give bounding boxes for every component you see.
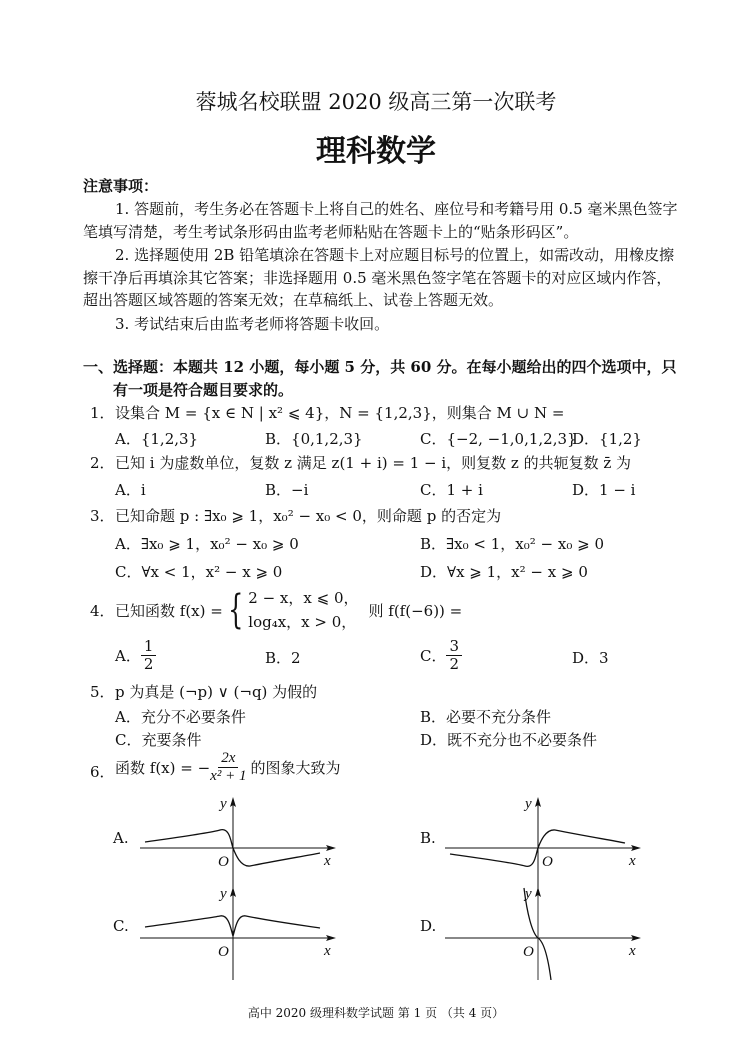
question-stem: 已知命题 p : ∃x₀ ⩾ 1，x₀² − x₀ < 0，则命题 p 的否定为 [115, 507, 502, 525]
graph-a [140, 795, 340, 890]
option-b: B．{0,1,2,3} [265, 430, 363, 448]
question-number: 3． [90, 507, 115, 525]
origin-label: O [218, 854, 229, 870]
option-d: D．{1,2} [572, 430, 642, 448]
numerator: 3 [446, 638, 462, 656]
numerator: 2x [218, 750, 238, 768]
option-c [420, 638, 462, 674]
option-label: A． [115, 647, 141, 666]
exam-title: 蓉城名校联盟 2020 级高三第一次联考 [195, 90, 557, 114]
option-a: A．{1,2,3} [115, 430, 199, 448]
case-1: 2 − x，x ⩽ 0， [248, 589, 359, 607]
fraction [446, 638, 462, 674]
section-heading: 一、选择题：本题共 12 小题，每小题 5 分，共 60 分。在每小题给出的四个选项中，只 [83, 358, 677, 376]
notice-line: 超出答题区域答题的答案无效；在草稿纸上、试卷上答题无效。 [83, 291, 504, 309]
y-label: y [220, 886, 227, 902]
question-stem: 已知 i 为虚数单位，复数 z 满足 z(1 + i) = 1 − i，则复数 z 的共轭复数 z̄ 为 [115, 454, 632, 472]
option-c: C．∀x < 1，x² − x ⩾ 0 [115, 563, 283, 581]
notice-line: 3. 考试结束后由监考老师将答题卡收回。 [115, 315, 390, 333]
question-number: 5． [90, 683, 115, 701]
graph-d [445, 885, 645, 980]
question-stem: p 为真是 (¬p) ∨ (¬q) 为假的 [115, 683, 318, 701]
question-stem [115, 750, 340, 786]
option-a: A．∃x₀ ⩾ 1，x₀² − x₀ ⩾ 0 [115, 535, 299, 553]
notice-line: 笔填写清楚，考生考试条形码由监考老师粘贴在答题卡上的“贴条形码区”。 [83, 223, 579, 241]
case-2: log₄x，x > 0， [248, 613, 357, 631]
graph-c [140, 885, 340, 980]
option-b: B. [420, 829, 436, 847]
y-label: y [525, 796, 532, 812]
notice-heading: 注意事项： [83, 177, 159, 195]
y-label: y [525, 886, 532, 902]
subject-title: 理科数学 [316, 134, 436, 169]
stem-prefix: 函数 f(x) = − [115, 759, 211, 778]
option-c: C．1 + i [420, 481, 483, 499]
question-stem: 设集合 M = {x ∈ N | x² ⩽ 4}，N = {1,2,3}，则集合 M ∪ N = [115, 404, 565, 422]
option-c: C. [113, 917, 129, 935]
graph-b [445, 795, 645, 890]
notice-line: 擦干净后再填涂其它答案；非选择题用 0.5 毫米黑色签字笔在答题卡的对应区域内作答， [83, 269, 672, 287]
x-label: x [324, 853, 331, 869]
y-label: y [220, 796, 227, 812]
option-label: C． [420, 647, 447, 666]
option-d [572, 647, 609, 668]
origin-label: O [218, 944, 229, 960]
question-number: 4． [90, 602, 115, 620]
option-label: D． [572, 649, 600, 667]
option-c: C．充要条件 [115, 731, 202, 749]
option-b [265, 647, 301, 668]
option-b: B．∃x₀ < 1，x₀² − x₀ ⩾ 0 [420, 535, 604, 553]
option-a: A．充分不必要条件 [115, 708, 246, 726]
section-heading-cont: 有一项是符合题目要求的。 [113, 381, 294, 399]
x-label: x [629, 943, 636, 959]
option-a [115, 638, 156, 674]
fraction [210, 750, 246, 786]
question-stem [115, 586, 462, 634]
fraction [141, 638, 157, 674]
stem-suffix: 则 f(f(−6)) = [368, 601, 463, 620]
origin-label: O [542, 854, 553, 870]
option-label: B． [265, 649, 292, 667]
option-d: D. [420, 917, 437, 935]
option-value: 2 [291, 649, 301, 667]
question-number: 6． [90, 763, 115, 781]
piecewise [248, 586, 358, 634]
option-b: B．必要不充分条件 [420, 708, 552, 726]
notice-line: 1. 答题前，考生务必在答题卡上将自己的姓名、座位号和考籍号用 0.5 毫米黑色签字 [115, 200, 678, 218]
brace: { [227, 587, 244, 633]
option-b: B．−i [265, 481, 309, 499]
stem-prefix: 已知函数 f(x) = [115, 601, 223, 620]
option-a: A．i [115, 481, 146, 499]
denominator: 2 [143, 655, 154, 674]
option-d: D．1 − i [572, 481, 636, 499]
stem-suffix: 的图象大致为 [250, 759, 341, 778]
numerator: 1 [141, 638, 157, 656]
x-label: x [324, 943, 331, 959]
option-c: C．{−2, −1,0,1,2,3} [420, 430, 577, 448]
option-d: D．既不充分也不必要条件 [420, 731, 598, 749]
option-d: D．∀x ⩾ 1，x² − x ⩾ 0 [420, 563, 588, 581]
option-a: A. [113, 829, 129, 847]
page-footer: 高中 2020 级理科数学试题 第 1 页 （共 4 页） [247, 1006, 505, 1020]
question-number: 2． [90, 454, 115, 472]
question-number: 1． [90, 404, 115, 422]
option-value: 3 [599, 649, 609, 667]
denominator: 2 [449, 655, 460, 674]
denominator: x² + 1 [210, 768, 247, 785]
notice-line: 2. 选择题使用 2B 铅笔填涂在答题卡上对应题目标号的位置上，如需改动，用橡皮擦 [115, 246, 675, 264]
x-label: x [629, 853, 636, 869]
origin-label: O [523, 944, 534, 960]
